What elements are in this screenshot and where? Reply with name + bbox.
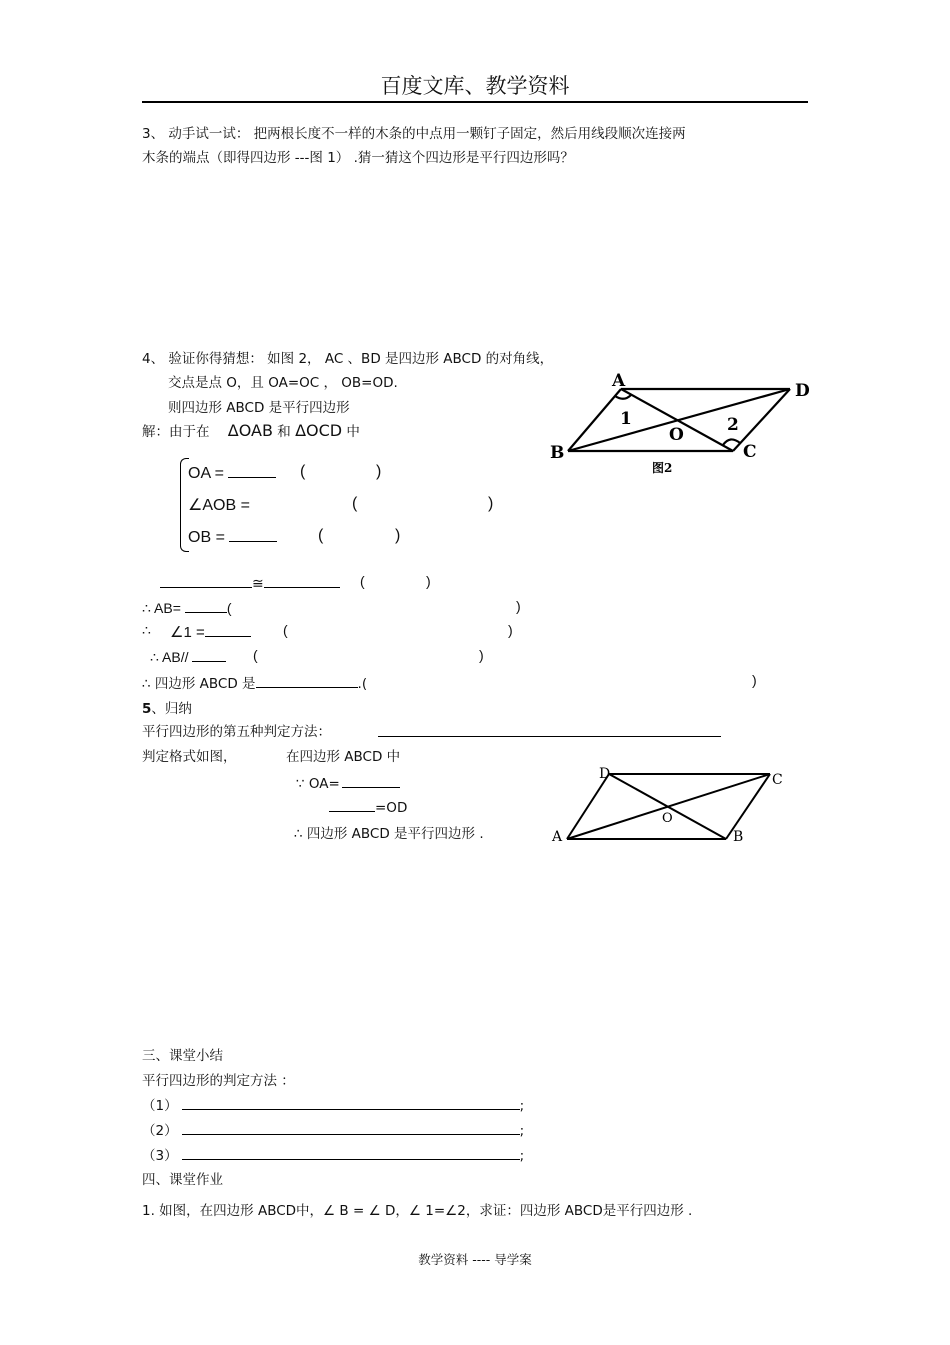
cond-aob-paren-open: ( xyxy=(352,495,358,512)
summary-item-3-end: ; xyxy=(519,1148,525,1164)
cond-oa-paren-open: ( xyxy=(300,463,306,480)
angle-1-arc xyxy=(615,395,631,399)
summary-item-2 xyxy=(142,1119,524,1139)
figure-3-diagram xyxy=(545,762,795,848)
homework-question-1: 1. 如图，在四边形 ABCD中，∠ B = ∠ D，∠ 1=∠2，求证：四边形 ABCD是平行四边形 . xyxy=(142,1203,693,1219)
fig3-label-a: A xyxy=(552,829,563,845)
congruence-blank-2[interactable] xyxy=(264,573,340,588)
fig3-label-o: O xyxy=(662,811,673,826)
congruent-sign: ≅ xyxy=(252,575,264,591)
fig2-caption: 图2 xyxy=(652,461,673,475)
step-conclusion-blank[interactable] xyxy=(256,673,358,688)
summary-item-1-end: ; xyxy=(519,1098,525,1114)
fig2-label-o: O xyxy=(669,425,684,445)
q5-od-blank[interactable] xyxy=(329,797,375,812)
q5-because-label: ∵ OA= xyxy=(296,776,340,792)
fig2-label-d: D xyxy=(795,381,810,401)
summary-item-2-end: ; xyxy=(519,1123,525,1139)
step-angle1-blank[interactable] xyxy=(205,622,251,637)
q5-od-label: =OD xyxy=(375,800,408,816)
triangle-ocd: ΔOCD xyxy=(295,421,343,440)
step-parallel-blank[interactable] xyxy=(192,647,226,662)
q5-format: 判定格式如图， xyxy=(142,749,237,765)
step-conclusion-paren-open: .( xyxy=(357,676,368,692)
step-ab-label: ∴ AB= xyxy=(142,600,181,616)
summary-item-2-label: （2） xyxy=(142,1123,178,1139)
triangle-oab: ΔOAB xyxy=(227,421,273,440)
q4-line3: 则四边形 ABCD 是平行四边形 xyxy=(168,400,350,416)
q5-fifth-method-blank[interactable] xyxy=(378,736,721,737)
mid-word: 中 xyxy=(346,424,360,440)
step-parallel xyxy=(150,647,226,666)
summary-title: 三、课堂小结 xyxy=(142,1048,223,1064)
fig2-label-1: 1 xyxy=(620,409,632,429)
fig2-label-2: 2 xyxy=(727,415,739,435)
q5-title xyxy=(142,697,192,717)
fig3-label-d: D xyxy=(599,766,611,782)
step-conclusion-label: ∴ 四边形 ABCD 是 xyxy=(142,676,256,692)
q3-line2: 木条的端点（即得四边形 ---图 1） .猜一猜这个四边形是平行四边形吗？ xyxy=(142,150,574,166)
congruence-paren-open: ( xyxy=(360,573,365,589)
side-ab xyxy=(568,389,621,451)
fig3-label-b: B xyxy=(733,829,744,845)
side-da xyxy=(567,774,609,839)
step-ab-paren-open: ( xyxy=(226,600,232,616)
solve-prefix: 解：由于在 xyxy=(142,424,210,440)
q4-line2: 交点是点 O，且 OA=OC ， OB=OD. xyxy=(168,375,398,391)
summary-item-1 xyxy=(142,1094,524,1114)
step-angle1-paren-close: ) xyxy=(508,622,513,638)
step-parallel-label: ∴ AB// xyxy=(150,649,189,665)
congruence-line xyxy=(160,573,340,592)
cond-oa xyxy=(188,463,276,483)
step-angle1-label: ∠1 = xyxy=(170,624,205,641)
summary-item-2-blank[interactable] xyxy=(182,1120,520,1135)
cond-ob-label: OB = xyxy=(188,529,225,546)
step-ab-blank[interactable] xyxy=(185,598,227,613)
cond-ob xyxy=(188,527,277,547)
step-parallel-paren-open: ( xyxy=(253,647,258,663)
fig2-label-c: C xyxy=(743,442,757,462)
q4-line1: 4、 验证你得猜想： 如图 2， AC 、BD 是四边形 ABCD 的对角线， xyxy=(142,351,554,367)
cond-oa-blank[interactable] xyxy=(228,463,276,478)
q5-od xyxy=(329,797,407,816)
congruence-blank-1[interactable] xyxy=(160,573,252,588)
cond-aob-label: ∠AOB = xyxy=(188,497,250,514)
angle-2-arc xyxy=(723,439,740,445)
step-conclusion-paren-close: ) xyxy=(752,672,757,688)
summary-item-1-blank[interactable] xyxy=(182,1095,520,1110)
summary-subtitle: 平行四边形的判定方法 ： xyxy=(142,1073,295,1089)
summary-item-3-label: （3） xyxy=(142,1148,178,1164)
step-angle1-therefore: ∴ xyxy=(142,622,151,638)
cond-aob-paren-close: ) xyxy=(488,495,494,512)
q3-line1: 3、 动手试一试： 把两根长度不一样的木条的中点用一颗钉子固定，然后用线段顺次连接两 xyxy=(142,126,686,142)
step-parallel-paren-close: ) xyxy=(479,647,484,663)
q5-in-quad: 在四边形 ABCD 中 xyxy=(286,749,401,765)
congruence-paren-close: ) xyxy=(426,573,431,589)
q5-title-num: 5 xyxy=(142,701,152,717)
q5-because xyxy=(296,773,400,792)
q4-solve-line xyxy=(142,420,360,440)
q5-oa-blank[interactable] xyxy=(342,773,400,788)
page-footer: 教学资料 ---- 导学案 xyxy=(418,1252,532,1267)
homework-title: 四、课堂作业 xyxy=(142,1172,223,1188)
summary-item-3-blank[interactable] xyxy=(182,1145,520,1160)
step-ab-paren-close: ) xyxy=(516,598,521,614)
cond-ob-paren-open: ( xyxy=(318,527,324,544)
summary-item-3 xyxy=(142,1144,524,1164)
cond-oa-paren-close: ) xyxy=(376,463,382,480)
q5-fifth-method: 平行四边形的第五种判定方法： xyxy=(142,724,331,740)
step-ab xyxy=(142,598,232,617)
header-rule xyxy=(142,101,808,103)
q5-title-text: 、归纳 xyxy=(151,701,192,717)
figure-2-diagram xyxy=(540,368,820,480)
fig3-label-c: C xyxy=(772,772,783,788)
summary-item-1-label: （1） xyxy=(142,1098,178,1114)
and-word: 和 xyxy=(277,424,291,440)
q5-therefore: ∴ 四边形 ABCD 是平行四边形 . xyxy=(294,826,484,842)
side-cd xyxy=(733,389,790,451)
step-angle1 xyxy=(170,622,251,641)
cond-ob-paren-close: ) xyxy=(395,527,401,544)
fig2-label-a: A xyxy=(612,371,626,391)
step-angle1-paren-open: ( xyxy=(283,622,288,638)
page-header-title: 百度文库、教学资料 xyxy=(380,74,570,98)
cond-oa-label: OA = xyxy=(188,465,225,482)
cond-ob-blank[interactable] xyxy=(229,527,277,542)
fig2-label-b: B xyxy=(550,443,565,463)
step-conclusion xyxy=(142,672,367,692)
